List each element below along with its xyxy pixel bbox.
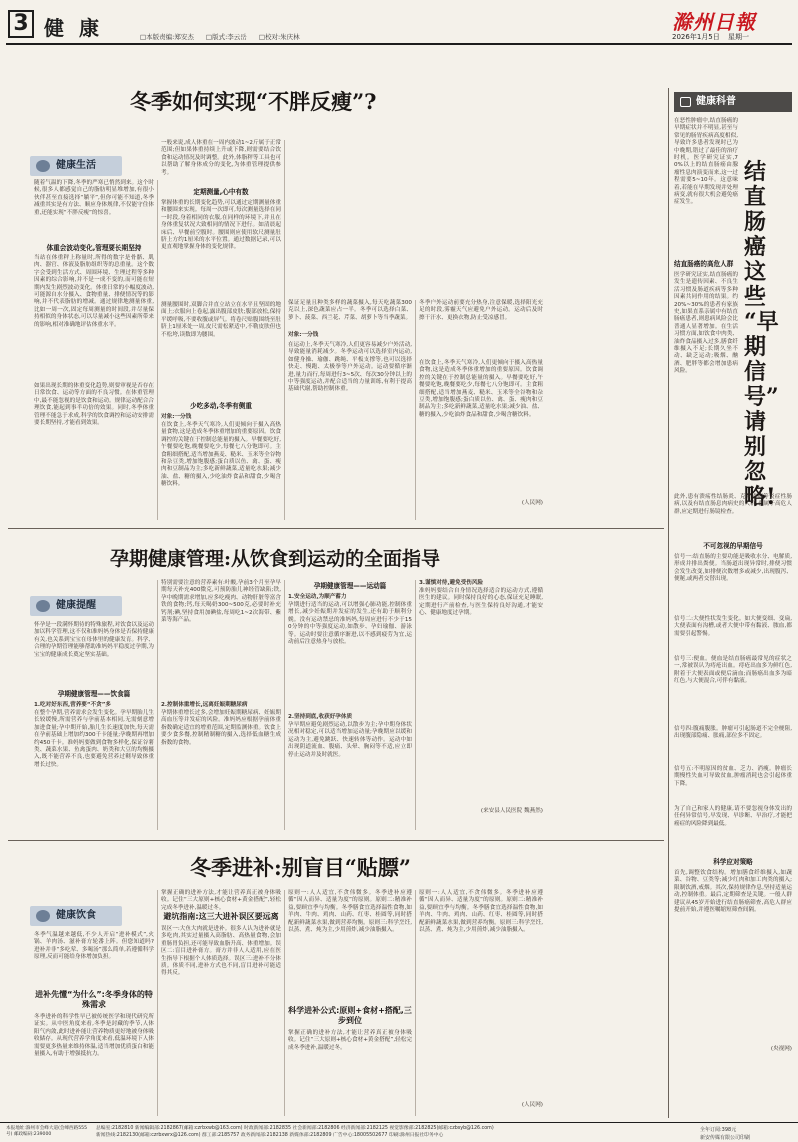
article2-item3: 1.安全运动,为顺产蓄力	[288, 594, 347, 600]
article1-para9: 冬季户外运动前要充分热身,注意保暖,选择阳光充足的时段,雾霾天气应避免户外运动。运动后及时擦干汗水、更换衣物,防止受凉感冒。	[419, 300, 543, 321]
tag-label: 健康饮食	[56, 910, 96, 921]
editor-credits	[140, 32, 310, 41]
column-divider	[284, 890, 285, 1116]
article1-col1	[34, 180, 154, 515]
article2-para1: 在整个孕期,营养需求会发生变化。孕早期胎儿生长较缓慢,所需营养与孕前基本相同,无需刻意增加进食量;孕中期开始,胎儿生长速度加快,每天需在孕前基础上增加约300千卡能量;孕晚期再增加约450千卡。准妈妈要做到食物多样化,保证谷薯类、蔬菜水果、鱼禽蛋肉、奶类和大豆的均衡摄入,既不能营养不良,也要避免营养过剩导致体重增长过快。	[34, 710, 154, 768]
headline-char: 些	[744, 284, 767, 310]
article2-col4	[419, 580, 543, 816]
sidebar-para7: 信号四:腹痛腹胀。肿瘤可引起肠道不完全梗阻,出现腹部隐痛、胀痛,部位多不固定。	[674, 726, 792, 740]
article1-quote1: 对象:一分钱	[161, 414, 192, 420]
sidebar-col1	[674, 118, 738, 472]
headline-char: “早	[744, 309, 779, 335]
speech-bubble-icon	[36, 910, 50, 922]
article3-subhead2: 避坑指南:这三大进补误区要远离	[163, 912, 279, 921]
article3-subhead3: 科学进补公式:原则+食材+搭配,三步到位	[288, 1006, 412, 1025]
sidebar-divider	[668, 88, 669, 1118]
article3-para1-cont: 掌握正确的进补方法,才能让营养真正被身体吸收。记住“三大原则+核心食材+黄金搭配”,轻松完成冬季进补,温暖过冬。	[161, 890, 281, 911]
footer-address: 本报地址:滁州市会峰大道(会峰西路555号) 邮政编码:239000	[6, 1126, 88, 1137]
sidebar-byline: (央视网)	[770, 1046, 792, 1052]
article3-para3: 原则一:人人适宜,不贪伟微多。冬季进补应遵循“因人而异、适量为度”的原则。原则二:精准补益,要顾宜季与均衡。冬季膳食宜选择温性食物,如羊肉、牛肉、鸡肉、山药、红枣、桂圆等,同时搭配新鲜蔬菜水果,做到营养均衡。原则三:科学烹饪,以蒸、煮、炖为主,少用煎炸,减少油脂摄入。	[288, 890, 412, 934]
article3-byline: (人民网)	[521, 1102, 543, 1108]
publication-date	[672, 32, 755, 42]
headline-char: 忽	[744, 459, 767, 485]
sidebar-subhead1: 结直肠癌的高危人群	[674, 260, 734, 268]
article3-headline: 冬季进补:别盲目“贴膘”	[190, 855, 411, 880]
sidebar-subhead2: 不可忽视的早期信号	[703, 542, 763, 550]
sidebar-para1: 在恶性肿瘤中,结直肠癌的早期症状并不明显,甚至与常见的肠胃疾病高度相似,导致许多患者发现时已为中晚期,错过了最佳的治疗时机。医学研究证实,70%以上的结直肠癌由腺瘤性息肉演变而来,这一过程需要5~10年。这意味着,若能在早期发现并处理病变,就有很大机会避免癌症发生。	[674, 118, 738, 206]
footer-ads: 新闻热线:2182130(邮箱:czrbxwrx@126.com) 群工部:2185757 政务新闻部:2182138 新媒体部:2182809 广告中心:18005502677 印刷:滁州日报社印务中心	[96, 1133, 444, 1138]
article2-para6: 准妈妈要结合自身情况选择适合的运动方式,遵循医生的建议。同时保持良好的心态,保证充足睡眠,定期进行产前检查,与医生保持良好沟通,才能安心、健康地度过孕期。	[419, 588, 543, 617]
masthead-logo: 滁州日報	[672, 10, 756, 34]
headline-char: 别	[744, 434, 767, 460]
article1-col3	[288, 300, 412, 460]
sidebar-para3: 此外,患有溃疡性结肠炎、克罗恩病等炎症性肠病,以及有结直肠息肉病史的人群,也属于高危人群,应定期进行肠镜检查。	[674, 494, 792, 515]
column-divider	[157, 180, 158, 520]
weekday-text: 星期一	[727, 33, 749, 41]
article2-headline: 孕期健康管理:从饮食到运动的全面指导	[110, 548, 441, 570]
editor-credit: □本版责编:郑安杰	[140, 33, 194, 41]
tag-label: 健康生活	[56, 160, 96, 171]
article2-para5: 孕早期应避免剧烈运动,以散步为主;孕中期身体状况相对稳定,可以适当增加运动量;孕晚期应以缓和运动为主,避免跳跃、快速转体等动作。运动中如出现阴道流血、腹痛、头晕、胸闷等不适,应立即停止运动并及时就医。	[288, 722, 412, 758]
article3-col3	[288, 890, 412, 1110]
article1-subhead2: 定期测量,心中有数	[193, 188, 249, 196]
sidebar-para2: 医学研究证实,结直肠癌的发生是遗传因素、不良生活习惯及肠道疾病等多种因素共同作用的结果。约20%~30%的患者有家族史,如果直系亲属中有结直肠癌患者,则患病风险会比普通人显著增加。在生活习惯方面,如饮食中肉类、油炸食品摄入过多,膳食纤维摄入不足;长期久坐不动、缺乏运动;吸烟、酗酒、肥胖等都会增加患病风险。	[674, 272, 738, 375]
article1-para1: 当站在体重秤上称量时,所得的数字是骨骼、肌肉、器官、体液及脂肪组织等的总重量。这个数字会受到生活方式、周围环境、生理过程等多种因素的综合影响,并不是一成不变的,而可能在短期内发生剧烈波动变化。体重日常的小幅度波动,可能源自水分摄入、食物重量、排便情况等的影响,并不代表脂肪的增减。通过规律地测量体重,比如一周一次,固定每周测量的时间段,并尽量保持相似的身体状态,可以尽量减小这些因素所带来的影响,相对准确地评估体重水平。	[34, 255, 154, 328]
document-icon	[680, 97, 691, 107]
speech-bubble-icon	[36, 600, 50, 612]
article3-col2	[161, 890, 281, 1096]
article1-para4: 一般来说,成人体重在一周内波动1~2斤属于正常范围;但如果体重持续上升或下降,则需要结合饮食和运动情况及时调整。此外,体脂秤等工具也可以帮助了解身体成分的变化,为体重管理提供参考。	[161, 140, 281, 176]
article2-para2: 特别需要注意的营养素有:叶酸,孕前3个月至孕早期每天补充400微克,可预防胎儿神经管缺陷;铁,孕中晚期需求增加,应多吃瘦肉、动物肝脏等富含铁的食物;钙,每天喝奶300~500克,必要时补充钙剂;碘,坚持食用加碘盐,每周吃1~2次海带、紫菜等海产品。	[161, 580, 281, 624]
article1-byline: (人民网)	[521, 500, 543, 506]
column-divider	[157, 890, 158, 1116]
article1-para6: 在饮食上,冬季天气寒冷,人们更倾向于摄入高热量食物,这是造成冬季体重增加的重要原因。饮食调控的关键在于控制总能量的摄入。早餐要吃好,午餐要吃饱,晚餐要吃少,每餐七八分饱即可。主食粗细搭配,适当增加燕麦、糙米、玉米等全谷物和杂豆类,增加饱腹感;蛋白质以鱼、禽、蛋、瘦肉和豆制品为主;多吃新鲜蔬菜,适量吃水果;减少油、盐、糖的摄入,少吃油炸食品和甜食,少喝含糖饮料。	[161, 422, 281, 488]
banner-label: 健康科普	[696, 96, 736, 107]
article1-para7: 保证足量且种类多样的蔬菜摄入,每天吃蔬菜300克以上,深色蔬菜应占一半。冬季可以选择白菜、萝卜、菠菜、西兰花、芹菜、胡萝卜等当季蔬菜。	[288, 300, 412, 321]
page-header	[0, 0, 798, 44]
article3-para3-cont: 原则一:人人适宜,不贪伟微多。冬季进补应遵循“因人而异、适量为度”的原则。原则二:精准补益,要顾宜季与均衡。冬季膳食宜选择温性食物,如羊肉、牛肉、鸡肉、山药、红枣、桂圆等,同时搭配新鲜蔬菜水果,做到营养均衡。原则三:科学烹饪,以蒸、煮、炖为主,少用煎炸,减少油脂摄入。	[419, 890, 543, 934]
column-divider	[415, 300, 416, 520]
headline-char: 直	[744, 184, 767, 210]
article1-para8: 在运动上,冬季天气寒冷,人们更容易减少户外活动,导致能量消耗减少。冬季运动可以选择室内运动,如健身操、瑜伽、跳绳、平板支撑等,也可以选择快走、慢跑、太极拳等户外运动。运动要循序渐进,量力而行,每周进行3~5次、每次30分钟以上的中等强度运动,并配合适当的力量训练,有利于提高基础代谢,帮助控制体重。	[288, 342, 412, 393]
tag-label: 健康提醒	[56, 600, 96, 611]
section-divider	[8, 528, 664, 529]
section-tag-health-reminder	[30, 596, 122, 616]
header-divider	[6, 43, 792, 45]
article3-col4	[419, 890, 543, 1110]
article3-col1	[34, 932, 154, 1110]
column-divider	[415, 890, 416, 1116]
section-tag-health-life	[30, 156, 122, 176]
sidebar-para4: 信号一:结直肠的主要功能是吸收水分、电解质,形成并排出粪便。当肠道出现异常时,排便习惯会发生改变,如排便次数增多或减少,出现腹泻、便秘,或两者交替出现。	[674, 554, 792, 583]
article1-quote2: 对象:一分钱	[288, 332, 319, 338]
sidebar-para8: 信号五:不明原因的贫血、乏力、消瘦。肿瘤长期慢性失血可导致贫血,肿瘤消耗也会引起体重下降。	[674, 766, 792, 787]
footer-phones: 总编室:2182810 新闻编辑部:2182867(邮箱:czrbxwb@163.com) 时政新闻部:2182835 社会新闻部:2182806 经济新闻部:2182125 视觉影像部:2182825(邮箱:czbsyb@126.com)	[96, 1126, 494, 1131]
article2-item2: 2.控制体重增长,远离妊娠期糖尿病	[161, 702, 248, 708]
section-divider	[8, 840, 664, 841]
article2-col1	[34, 622, 154, 810]
headline-char: 请	[744, 409, 767, 435]
article2-item5: 3.谨慎对待,避免受伤风险	[419, 580, 484, 586]
article1-intro: 随着气温的下降,冬季的严寒已悄然到来。这个时候,很多人都感觉自己的脂肪明显堆增加,有很小伙伴甚至直接选择“躺平”,但你可能不知道,冬季减重其实是有方法、顺应身体规律,不仅能守住体重,还能实现“不胖反瘦”的惊喜。	[34, 180, 154, 216]
sidebar-vertical-headline	[744, 160, 790, 510]
headline-char: 号”	[744, 384, 779, 410]
date-text: 2026年1月5日	[672, 33, 720, 41]
headline-char: 这	[744, 259, 767, 285]
article2-col3	[288, 580, 412, 826]
headline-char: 略!	[744, 484, 776, 510]
headline-char: 结	[744, 159, 767, 185]
article2-byline: (来安县人民医院 魏燕然)	[480, 808, 543, 814]
article1-col4	[419, 300, 543, 508]
article3-subhead1: 进补先懂“为什么”:冬季身体的特殊需求	[35, 990, 153, 1009]
article1-headline: 冬季如何实现“不胖反瘦”?	[130, 89, 377, 114]
article3-para2: 误区一:大鱼大肉就是进补。很多人认为进补就是多吃肉,其实过量摄入高脂肪、高热量食物,会加重肠胃负担,还可能导致血脂升高、体重增加。误区二:盲目进补膏方。膏方并非人人适用,应在医生指导下根据个人体质选择。误区三:进补不分体质。体质不同,进补方式也不同,盲目进补可能适得其反。	[161, 926, 281, 977]
column-divider	[157, 580, 158, 830]
sidebar-para9: 首先,调整饮食结构。增加膳食纤维摄入,如蔬菜、谷物、豆类等;减少红肉和加工肉类的摄入;限制饮酒,戒烟。其次,保持规律作息,坚持适量运动,控制体重。最后,定期筛查是关键。一般人群建议从45岁开始进行结直肠癌筛查,高危人群应提前开始,并遵医嘱缩短筛查间隔。	[674, 870, 792, 914]
section-title: 健 康	[44, 16, 103, 40]
footer-price: 全年订阅:398元	[700, 1127, 737, 1133]
speech-bubble-icon	[36, 160, 50, 172]
sidebar-col2	[674, 494, 792, 1054]
designer-credit: □版式:李云岳	[205, 33, 247, 41]
footer-printer: 新安传媒有限公司印刷	[700, 1135, 751, 1141]
column-divider	[284, 140, 285, 520]
article1-para2: 如果出现长期的体重变化趋势,则要审视是否存在日常饮食、运动等方面的不良习惯。在体重管理中,最不能忽视的是饮食和运动。规律运动配合合理饮食,能起到事半功倍的效果。同时,冬季体重管理不能急于求成,科学的饮食调控和运动安排需要长期坚持,才能看到效果。	[34, 383, 154, 427]
article3-para4: 掌握正确的进补方法,才能让营养真正被身体吸收。记住“三大原则+核心食材+黄金搭配”,轻松完成冬季进补,温暖过冬。	[288, 1030, 412, 1051]
column-divider	[284, 580, 285, 830]
article2-para3: 孕期体重增长过多,会增加妊娠期糖尿病、妊娠期高血压等并发症的风险。准妈妈应根据孕前体重指数确定适宜的增重范围,定期监测体重。饮食上要少食多餐,控制精制糖的摄入,选择低血糖生成指数的食物。	[161, 710, 281, 746]
proofreader-credit: □校对:朱庆林	[258, 33, 300, 41]
section-tag-health-diet	[30, 906, 122, 926]
article1-para5: 测量腰围时,双脚合并直立站立在水平且坚固的地面上;衣服向上卷起,露出腹部皮肤;腹部放松,保持平缓呼吸,不要收腹或屏气。将卷尺贴腹围绕至肚脐上1厘米处一周,皮尺需松紧适中,不勒皮肤但也不松垮,读数即为腰围。	[161, 302, 281, 338]
article2-intro: 怀孕是一段满怀期待的特殊旅程,对饮食以及运动加以科学管理,这不仅和准妈妈身体是否保持健康有关,也关系到宝宝在母体里的健康发育。科学、合理的孕期管理能够帮助准妈妈平稳度过孕期,为宝宝的健康成长奠定坚实基础。	[34, 622, 154, 658]
sidebar-banner	[674, 92, 792, 112]
article2-col2	[161, 580, 281, 820]
article3-para1: 冬季进补的科学性早已被传统医学和现代研究所证实。从中医角度来看,冬季是封藏的季节,人体阳气内敛,此时进补能让营养物质更好地被身体吸收储存。从现代营养学角度来看,低温环境下人体需要更多热量来维持体温,适当增加优质蛋白和能量摄入,有助于增强抵抗力。	[34, 1014, 154, 1058]
column-divider	[415, 580, 416, 830]
page-footer	[0, 1122, 798, 1142]
sidebar-para10: 为了自己和家人的健康,请不要忽视身体发出的任何异常信号,早发现、早诊断、早治疗,才能把癌症的风险降到最低。	[674, 806, 792, 827]
sidebar-para6: 信号三:便血。便血是结直肠癌最常见的症状之一,常被误认为痔疮出血。痔疮出血多为鲜红色,附着于大便表面或便后滴血;而肠癌出血多为暗红色,与大便混合,可伴有黏液。	[674, 656, 792, 685]
article1-para3: 掌握体重的长期变化趋势,可以通过定期测量体重和腰围来实现。每周一次即可,每次测量选择在同一时段,身着相同的衣服,在同样的环境下,并且在身体重复状况大致相同的情况下进行。如清晨起床后、早餐前空腹时。腰围则应使用软尺测量肚脐上方约1厘米的水平位置。通过数据记录,可以更直观地掌握身体的变化规律。	[161, 200, 281, 251]
headline-char: 癌	[744, 234, 767, 260]
sidebar-para5: 信号二:大便性状发生变化。如大便变细、变扁,大便表面有沟槽,或者大便中带有黏液、脓血,都需要引起警惕。	[674, 616, 792, 637]
headline-char: 信	[744, 359, 767, 385]
article2-item4: 2.坚持到底,收获好孕体质	[288, 714, 353, 720]
article2-subhead1: 孕期健康管理——饮食篇	[57, 690, 131, 698]
article1-para8-cont: 在饮食上,冬季天气寒冷,人们更倾向于摄入高热量食物,这是造成冬季体重增加的重要原因。饮食调控的关键在于控制总能量的摄入。早餐要吃好,午餐要吃饱,晚餐要吃少,每餐七八分饱即可。主食粗细搭配,适当增加燕麦、糙米、玉米等全谷物和杂豆类,增加饱腹感;蛋白质以鱼、禽、蛋、瘦肉和豆制品为主;多吃新鲜蔬菜,适量吃水果;减少油、盐、糖的摄入,少吃油炸食品和甜食,少喝含糖饮料。	[419, 360, 543, 418]
article1-subhead1: 体重会波动变化,管理要长期坚持	[46, 244, 142, 252]
sidebar-subhead3: 科学应对策略	[713, 858, 753, 866]
article1-col2	[161, 140, 281, 486]
headline-char: 期	[744, 334, 767, 360]
article3-intro: 冬季气温越来越低,不少人开启“进补模式”,火锅、羊肉汤、滋补膏方轮番上阵。但您知道吗?进补并非“多吃荤、多喝汤”那么简单,若遵循科学原理,反而可能给身体增加负担。	[34, 932, 154, 961]
article2-subhead2: 孕期健康管理——运动篇	[313, 582, 387, 590]
headline-char: 肠	[744, 209, 767, 235]
page-number: 3	[8, 10, 34, 38]
article2-item1: 1.吃对好东西,营养要“不贪”多	[34, 702, 112, 708]
article1-subhead3: 少吃多动,冬季有侧重	[190, 402, 252, 410]
article2-para4: 孕期进行适当的运动,可以增强心肺功能,控制体重增长,减少妊娠期并发症的发生,还有助于顺利分娩。没有运动禁忌的准妈妈,每周应进行不少于150分钟的中等强度运动,如散步、孕妇瑜伽、游泳等。运动时要注意循序渐进,以不感到疲劳为宜,运动前后注意热身与放松。	[288, 602, 412, 646]
